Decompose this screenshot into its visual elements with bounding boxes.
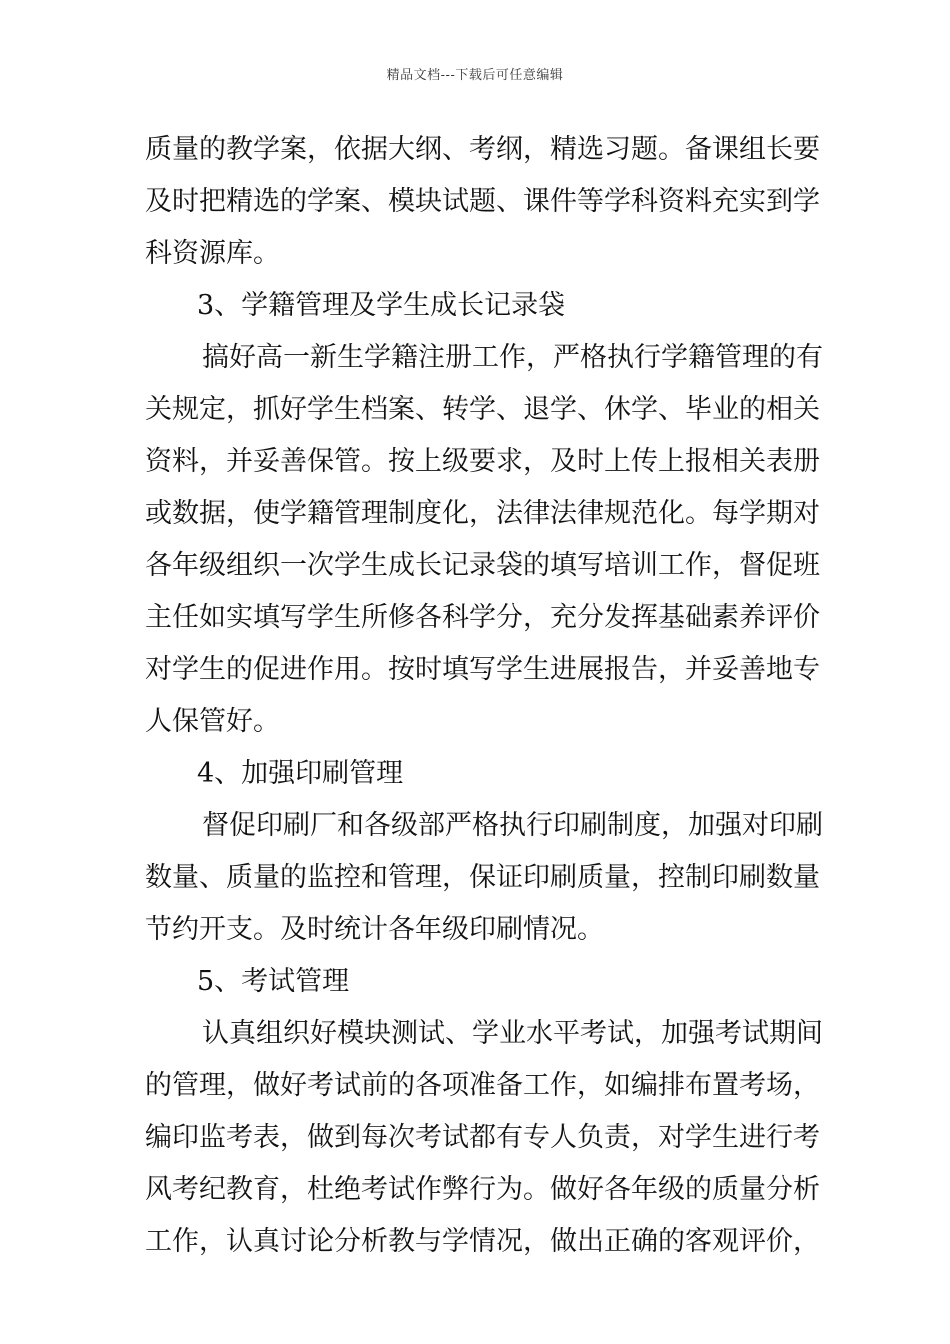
body-text-line: 主任如实填写学生所修各科学分，充分发挥基础素养评价 [145,602,820,633]
body-text-line: 风考纪教育，杜绝考试作弊行为。做好各年级的质量分析 [145,1174,820,1205]
body-text-line: 质量的教学案，依据大纲、考纲，精选习题。备课组长要 [145,134,820,165]
section-heading-3: 3、学籍管理及学生成长记录袋 [197,290,566,321]
body-text-line: 的管理，做好考试前的各项准备工作，如编排布置考场， [145,1070,820,1101]
body-text-line: 人保管好。 [145,706,280,737]
body-text-line: 或数据，使学籍管理制度化，法律法律规范化。每学期对 [145,498,820,529]
body-text-line: 及时把精选的学案、模块试题、课件等学科资料充实到学 [145,186,820,217]
body-text-line: 科资源库。 [145,238,280,269]
body-text-line: 各年级组织一次学生成长记录袋的填写培训工作，督促班 [145,550,820,581]
body-text-line: 节约开支。及时统计各年级印刷情况。 [145,914,604,945]
body-text-line: 资料，并妥善保管。按上级要求，及时上传上报相关表册 [145,446,820,477]
body-text-line: 数量、质量的监控和管理，保证印刷质量，控制印刷数量 [145,862,820,893]
body-text-line: 认真组织好模块测试、学业水平考试，加强考试期间 [202,1018,823,1049]
body-text-line: 编印监考表，做到每次考试都有专人负责，对学生进行考 [145,1122,820,1153]
body-text-line: 搞好高一新生学籍注册工作，严格执行学籍管理的有 [202,342,823,373]
body-text-line: 督促印刷厂和各级部严格执行印刷制度，加强对印刷 [202,810,823,841]
body-text-line: 关规定，抓好学生档案、转学、退学、休学、毕业的相关 [145,394,820,425]
body-text-line: 工作，认真讨论分析教与学情况，做出正确的客观评价， [145,1226,820,1257]
section-heading-5: 5、考试管理 [197,966,350,997]
body-text-line: 对学生的促进作用。按时填写学生进展报告，并妥善地专 [145,654,820,685]
page-header: 精品文档---下载后可任意编辑 [386,68,564,83]
section-heading-4: 4、加强印刷管理 [197,758,404,789]
